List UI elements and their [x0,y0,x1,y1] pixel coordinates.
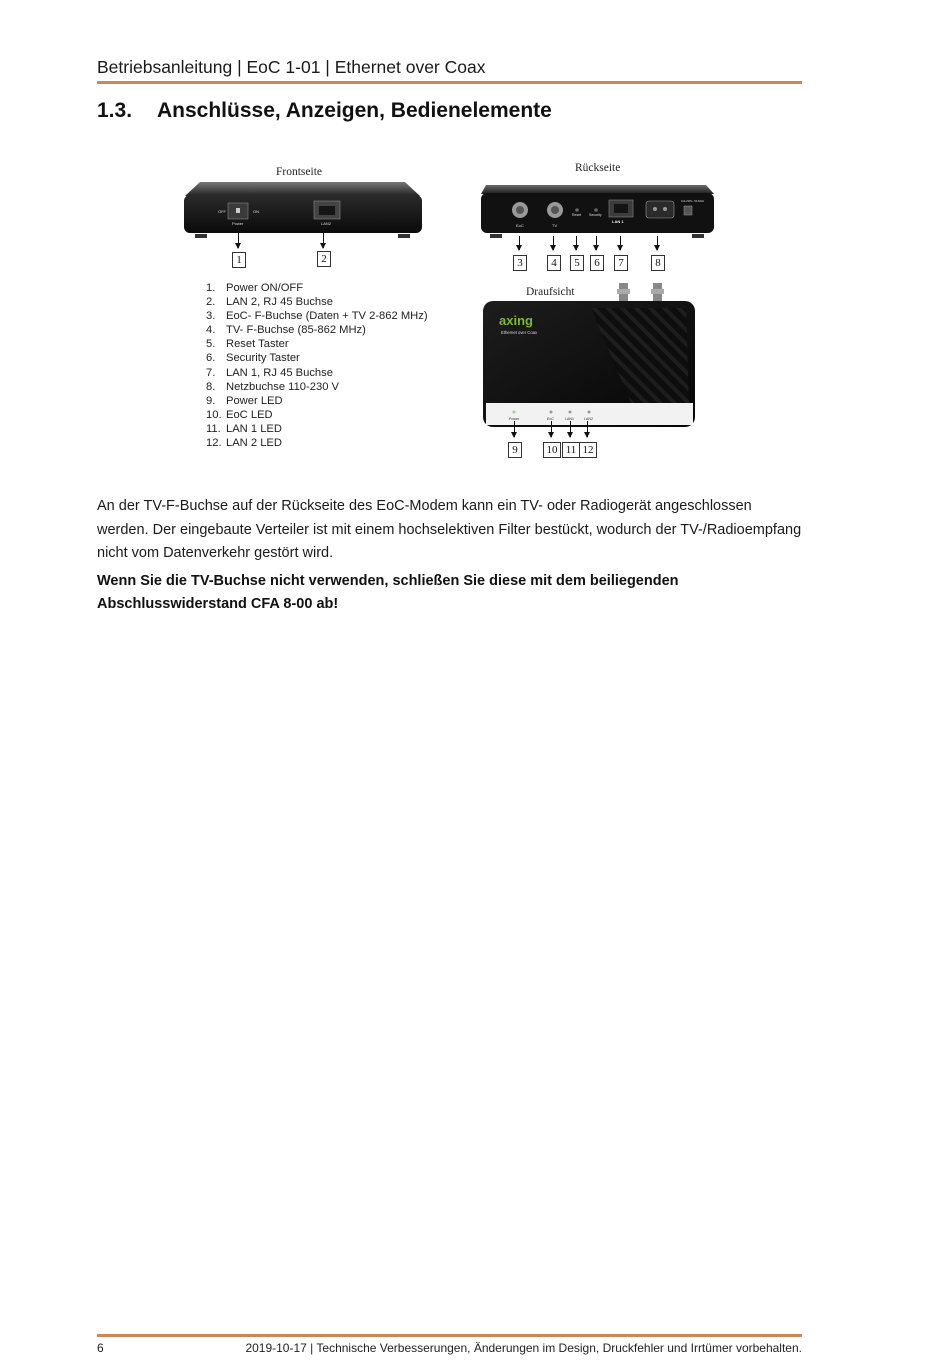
front-off-label: OFF [218,209,226,214]
back-lan1-label: LAN 1 [612,219,624,224]
brand-logo: axing [499,313,533,328]
legend-item: 2. LAN 2, RJ 45 Buchse [206,296,333,309]
legend-item: 10. EoC LED [206,408,273,421]
top-view-image [481,283,699,431]
section-heading [97,99,552,123]
callout-arrow-11 [570,421,571,437]
top-view-caption: Draufsicht [526,286,575,298]
callout-1: 1 [232,252,246,268]
body-paragraph: An der TV-F-Buchse auf der Rückseite des EoC-Modem kann ein TV- oder Radiogerät angeschlossen werden. Der eingebaute Verteiler ist mit einem hochselektiven Filter bestückt, wodurch der TV-/Radioempfang nicht vom Datenverkehr gestört wird. [97,498,802,561]
front-view-caption: Frontseite [276,166,322,178]
callout-7: 7 [614,255,628,271]
legend-item: 12. LAN 2 LED [206,437,282,450]
front-power-label: Power [232,221,244,226]
page-number: 6 [97,1341,104,1355]
product-name-label: Ethernet over Coax [501,330,538,335]
callout-arrow-1 [238,226,239,248]
callout-arrow-8 [657,236,658,250]
callout-arrow-6 [596,236,597,250]
callout-11: 11 [562,442,580,458]
callout-10: 10 [543,442,561,458]
back-mains-label: 110-230V~ 50-60Hz [681,200,705,203]
back-reset-label: Reset [572,213,582,217]
top-lan1-label: LAN1 [565,417,574,421]
legend-item: 4. TV- F-Buchse (85-862 MHz) [206,324,366,337]
legend-item: 7. LAN 1, RJ 45 Buchse [206,366,333,379]
top-lan2-label: LAN2 [584,417,593,421]
footer-note: 2019-10-17 | Technische Verbesserungen, Änderungen im Design, Druckfehler und Irrtümer vorbehalten. [245,1341,802,1355]
legend-item: 9. Power LED [206,394,283,407]
figure-legend [206,281,428,450]
front-on-label: ON [253,209,259,214]
callout-arrow-9 [514,421,515,437]
callout-4: 4 [547,255,561,271]
legend-item: 1. Power ON/OFF [206,282,304,294]
top-power-label: Power [509,417,520,421]
header-rule [97,81,802,84]
legend-item: 6. Security Taster [206,352,300,365]
back-security-label: Security [589,213,602,217]
footer-rule [97,1334,802,1337]
callout-2: 2 [317,251,331,267]
legend-item: 5. Reset Taster [206,338,289,351]
back-view-caption: Rückseite [575,162,621,174]
callout-arrow-5 [576,236,577,250]
callout-6: 6 [590,255,604,271]
back-tv-label: TV [552,223,558,228]
running-header-title: Betriebsanleitung | EoC 1-01 | Ethernet over Coax [97,57,486,77]
callout-arrow-10 [551,421,552,437]
back-eoc-label: EoC [516,223,524,228]
front-view-image [180,178,425,243]
callout-arrow-12 [587,421,588,437]
warning-paragraph: Wenn Sie die TV-Buchse nicht verwenden, schließen Sie diese mit dem beiliegenden Abschlusswiderstand CFA 8-00 ab! [97,573,679,612]
callout-3: 3 [513,255,527,271]
callout-arrow-2 [323,226,324,248]
back-view-image [478,180,716,242]
callout-12: 12 [579,442,597,458]
callout-8: 8 [651,255,665,271]
callout-5: 5 [570,255,584,271]
callout-arrow-4 [553,236,554,250]
callout-arrow-7 [620,236,621,250]
top-eoc-label: EoC [547,417,554,421]
front-lan2-label: LAN2 [321,221,332,226]
section-title: Anschlüsse, Anzeigen, Bedienelemente [157,99,552,122]
legend-item: 3. EoC- F-Buchse (Daten + TV 2-862 MHz) [206,310,428,323]
section-number: 1.3. [97,99,133,122]
callout-arrow-3 [519,236,520,250]
callout-9: 9 [508,442,522,458]
legend-item: 11. LAN 1 LED [206,422,282,435]
legend-item: 8. Netzbuchse 110-230 V [206,380,339,393]
